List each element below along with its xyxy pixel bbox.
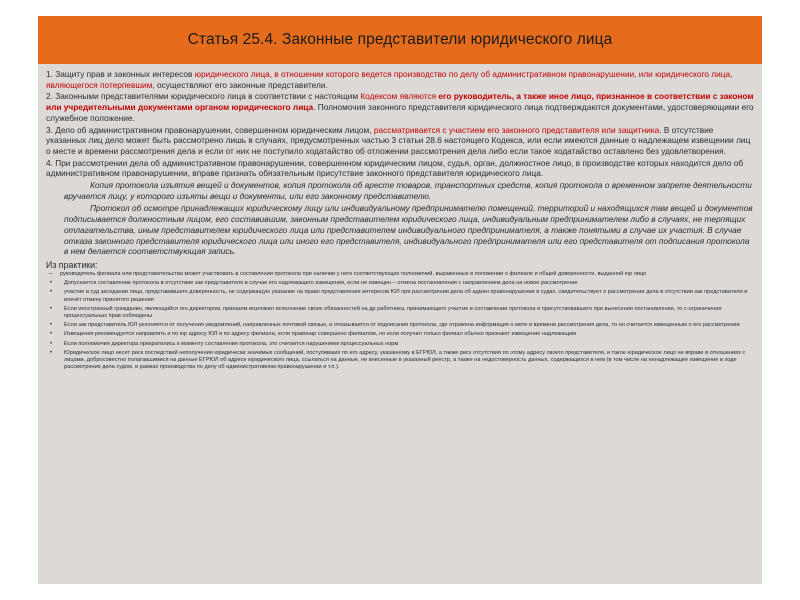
practice-item-text: Допускается составление протокола в отсутствие зак представителя в случае его надлежащего извещения, если не извещен – отмена постановления с направлением дела на новое рассмотрение — [64, 280, 578, 287]
slide-title: Статья 25.4. Законные представители юридического лица — [187, 31, 613, 48]
bullet-icon: • — [50, 280, 53, 287]
paragraph-1-highlight: юридического лица, в отношении которого ведется производство по делу об административном правонарушении, или юридического лица, являющегося потерпевшим — [46, 69, 733, 90]
practice-item-text: Если иностранный гражданин, являющийся ген директором, приказом возложил исполнение своих обязанностей на др работника, принимающего участие в составлении протокола и присутствовавшего при вынесении постановления, то с-ограничения процессуальных прав соблюдены — [64, 305, 722, 319]
paragraph-2 — [46, 91, 754, 123]
practice-item — [46, 280, 754, 287]
paragraph-1-text-c: , осуществляют его законные представители. — [152, 79, 328, 90]
practice-item — [46, 306, 754, 320]
bullet-icon: • — [50, 349, 53, 356]
paragraph-3-text-c: . В отсутствие указанных лиц дело может быть рассмотрено лишь в случаях, предусмотренных частью 3 статьи 28.6 настоящего Кодекса, или если имеются данные о надлежащем извещении лиц о месте и времени рассмотрения дела и если от них не поступило ходатайство об отложении рассмотрения дела либо если такое ходатайство оставлено без удовлетворения. — [46, 124, 751, 156]
practice-item — [46, 322, 754, 329]
practice-item-text: Если зак представитель ЮЛ уклоняется от получения уведомлений, направленных почтовой связью, и отказывается от подписания протокола, где отражена информация о мете и времени рассмотрения дела, то он считается извещенным о его рассмотрении — [64, 322, 740, 329]
italic-note-2: Протокол об осмотре принадлежащих юридическому лицу или индивидуальному предпринимателю помещений, территорий и находящихся там вещей и документов подписывается должностным лицом, его составившим, законным представителем юридического лица, индивидуальным предпринимателем либо в случаях, не терпящих отлагательства, иным представителем юридического лица или представителем индивидуального предпринимателя, а также понятыми в случае их участия. В случае отказа законного представителя юридического лица или иного его представителя, индивидуального предпринимателя или его представителя от подписания протокола в нем делается соответствующая запись. — [64, 203, 753, 257]
slide-body — [38, 64, 762, 584]
paragraph-1 — [46, 69, 754, 90]
practice-item-text: Юридическое лицо несет риск последствий неполучения юридически значимых сообщений, поступивших по его адресу, указанному в ЕГРЮЛ, а также риск отсутствия по этому адресу своего представителя, и такое юридическое лицо не вправе в отношениях с лицами, добросовестно полагавшимися на данные ЕГРЮЛ об адресе юридического лица, ссылаться на данные, не внесенные в указанный реестр, а также на недостоверность данных, содержащихся в нем (в том числе на ненадлежащее извещение в ходе рассмотрения дела судом, в рамках производства по делу об административном правонарушении и т.п.). — [64, 349, 746, 371]
paragraph-2-text-d: . Полномочия законного представителя юридического лица подтверждаются документами, удостоверяющими его служебное положение. — [46, 102, 754, 123]
practice-item-text: Извещения рекомендуется направлять и по юр адресу ЮЛ и по адресу филиала, если правонар совершено филиалом, но если получил только филиал обычно признают извещение надлежащим — [64, 331, 576, 338]
bullet-icon: • — [50, 322, 53, 329]
practice-item-text: участие в суд заседании лица, представившего доверенность, не содержащую указание на право представления интересов ЮЛ при рассмотрении дела об админ правонарушении в судах, свидетельствует о рассмотрении дела в отсутствии зак представителя и влечёт отмену принятого решения — [64, 289, 748, 303]
slide — [38, 16, 762, 584]
practice-item — [46, 289, 754, 303]
bullet-icon: • — [50, 331, 53, 338]
slide-header — [38, 16, 762, 64]
bullet-icon: – — [49, 270, 53, 277]
practice-item-text: Если полномочия директора прекратились к моменту составления протокола, это считается нарушением процессуальных норм — [64, 340, 399, 347]
italic-note-1: Копия протокола изъятия вещей и документов, копия протокола об аресте товаров, транспортных средств, копия протокола о временном запрете деятельности вручается лицу, у которого изъяты вещи и документы, или его законному представителю. — [64, 180, 752, 201]
paragraph-2-text-a: 2. Законными представителями юридического лица в соответствии с настоящим — [46, 91, 361, 102]
paragraph-3-text-a: 3. Дело об административном правонарушении, совершенном юридическим лицом, — [46, 124, 374, 135]
practice-heading: Из практики: — [46, 259, 98, 270]
practice-item — [46, 331, 754, 338]
practice-item — [46, 341, 754, 348]
paragraph-4: 4. При рассмотрении дела об административном правонарушении, совершенном юридическим лицом, судья, орган, должностное лицо, в производстве которых находится дело об административном правонарушении, вправе признать обязательным присутствие законного представителя юридического лица. — [46, 157, 744, 179]
paragraph-2-highlight: Кодексом являются — [360, 91, 439, 102]
paragraph-1-text-a: 1. Защиту прав и законных интересов — [46, 69, 195, 79]
practice-item-text: руководитель филиала или представительства может участвовать в составлении протокола при наличии у него соответствующих полномочий, выраженных в положении о филиале и общей доверенности, выданной юр лицо — [60, 270, 647, 277]
practice-item — [46, 271, 754, 278]
bullet-icon: • — [50, 289, 53, 296]
paragraph-3-highlight: рассматривается с участием его законного представителя или защитника — [373, 124, 660, 135]
bullet-icon: • — [50, 305, 53, 312]
paragraph-3 — [46, 125, 754, 157]
bullet-icon: • — [50, 340, 53, 347]
practice-item — [46, 350, 754, 372]
paragraph-2-bold-highlight: его руководитель, а также иное лицо, признанное в соответствии с законом или учредительными документами органом юридического лица — [46, 91, 754, 113]
